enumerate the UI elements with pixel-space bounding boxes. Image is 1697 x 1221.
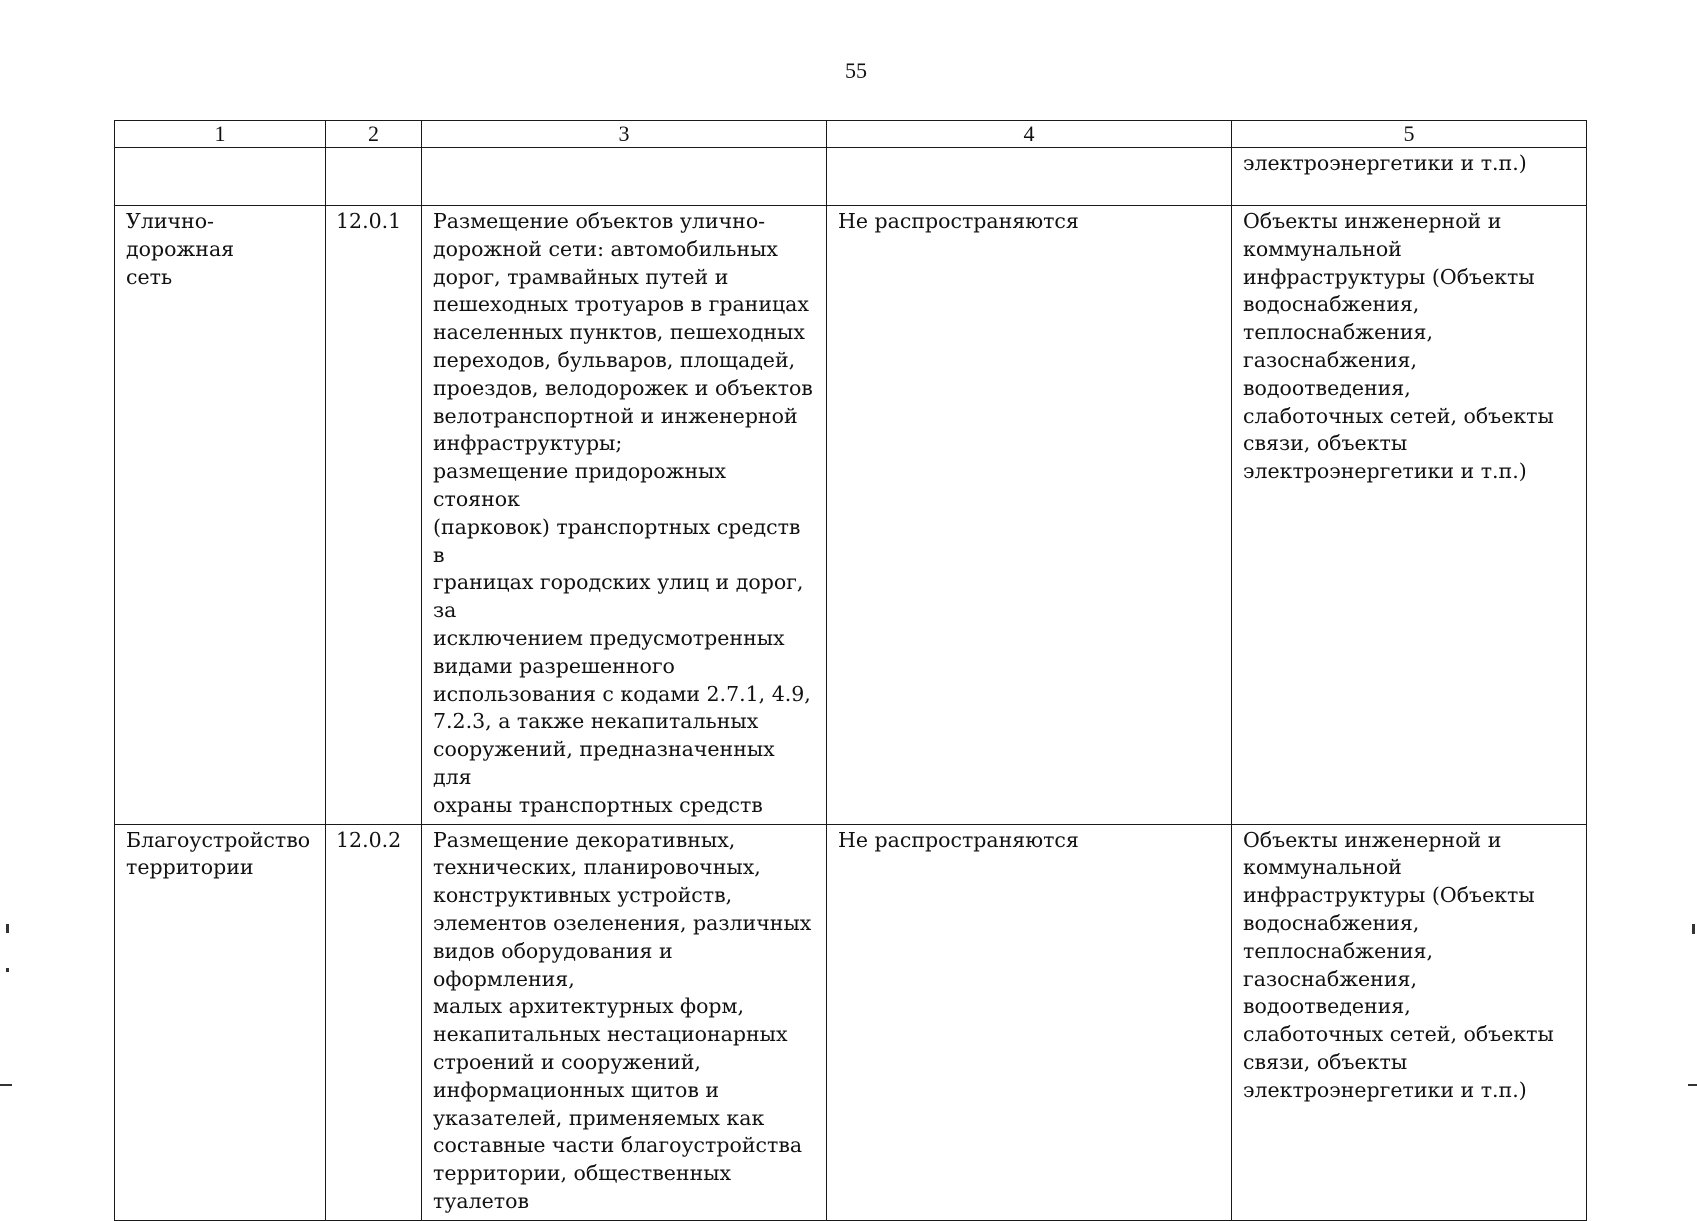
scan-edge-mark — [6, 924, 9, 933]
table-header-row — [115, 121, 1587, 148]
use-code-cell: 12.0.1 — [326, 206, 422, 825]
column-number-2: 2 — [326, 121, 422, 148]
use-description-cell: Размещение декоративных, технических, планировочных, конструктивных устройств, элементов озеленения, различных видов оборудования и оформления, малых архитектурных форм, некапитальных нестационарных строений и сооружений, информационных щитов и указателей, применяемых как составные части благоустройства территории, общественных туалетов — [422, 824, 827, 1220]
objects-cell: Объекты инженерной и коммунальной инфраструктуры (Объекты водоснабжения, теплоснабжения, газоснабжения, водоотведения, слаботочных сетей, объекты связи, объекты электроэнергетики и т.п.) — [1232, 206, 1587, 825]
continuation-code-cell — [326, 148, 422, 206]
restrictions-cell: Не распространяются — [827, 824, 1232, 1220]
column-number-1: 1 — [115, 121, 326, 148]
use-name-cell: Улично-дорожная сеть — [115, 206, 326, 825]
scan-edge-mark — [1688, 1084, 1697, 1086]
table-row — [115, 206, 1587, 825]
continuation-description-cell — [422, 148, 827, 206]
scan-edge-mark — [6, 968, 9, 972]
column-number-3: 3 — [422, 121, 827, 148]
continuation-restrictions-cell — [827, 148, 1232, 206]
use-name-cell: Благоустройство территории — [115, 824, 326, 1220]
scan-edge-mark — [0, 1084, 12, 1086]
table-row-continuation — [115, 148, 1587, 206]
continuation-objects-cell: электроэнергетики и т.п.) — [1232, 148, 1587, 206]
scan-edge-mark — [1692, 924, 1695, 934]
restrictions-cell: Не распространяются — [827, 206, 1232, 825]
column-number-4: 4 — [827, 121, 1232, 148]
continuation-name-cell — [115, 148, 326, 206]
column-number-5: 5 — [1232, 121, 1587, 148]
land-use-table — [114, 120, 1587, 1221]
page-number: 55 — [845, 58, 867, 83]
table-row — [115, 824, 1587, 1220]
objects-cell: Объекты инженерной и коммунальной инфраструктуры (Объекты водоснабжения, теплоснабжения, газоснабжения, водоотведения, слаботочных сетей, объекты связи, объекты электроэнергетики и т.п.) — [1232, 824, 1587, 1220]
use-description-cell: Размещение объектов улично- дорожной сети: автомобильных дорог, трамвайных путей и пешеходных тротуаров в границах населенных пунктов, пешеходных переходов, бульваров, площадей, проездов, велодорожек и объектов велотранспортной и инженерной инфраструктуры; размещение придорожных стоянок (парковок) транспортных средств в границах городских улиц и дорог, за исключением предусмотренных видами разрешенного использования с кодами 2.7.1, 4.9, 7.2.3, а также некапитальных сооружений, предназначенных для охраны транспортных средств — [422, 206, 827, 825]
use-code-cell: 12.0.2 — [326, 824, 422, 1220]
